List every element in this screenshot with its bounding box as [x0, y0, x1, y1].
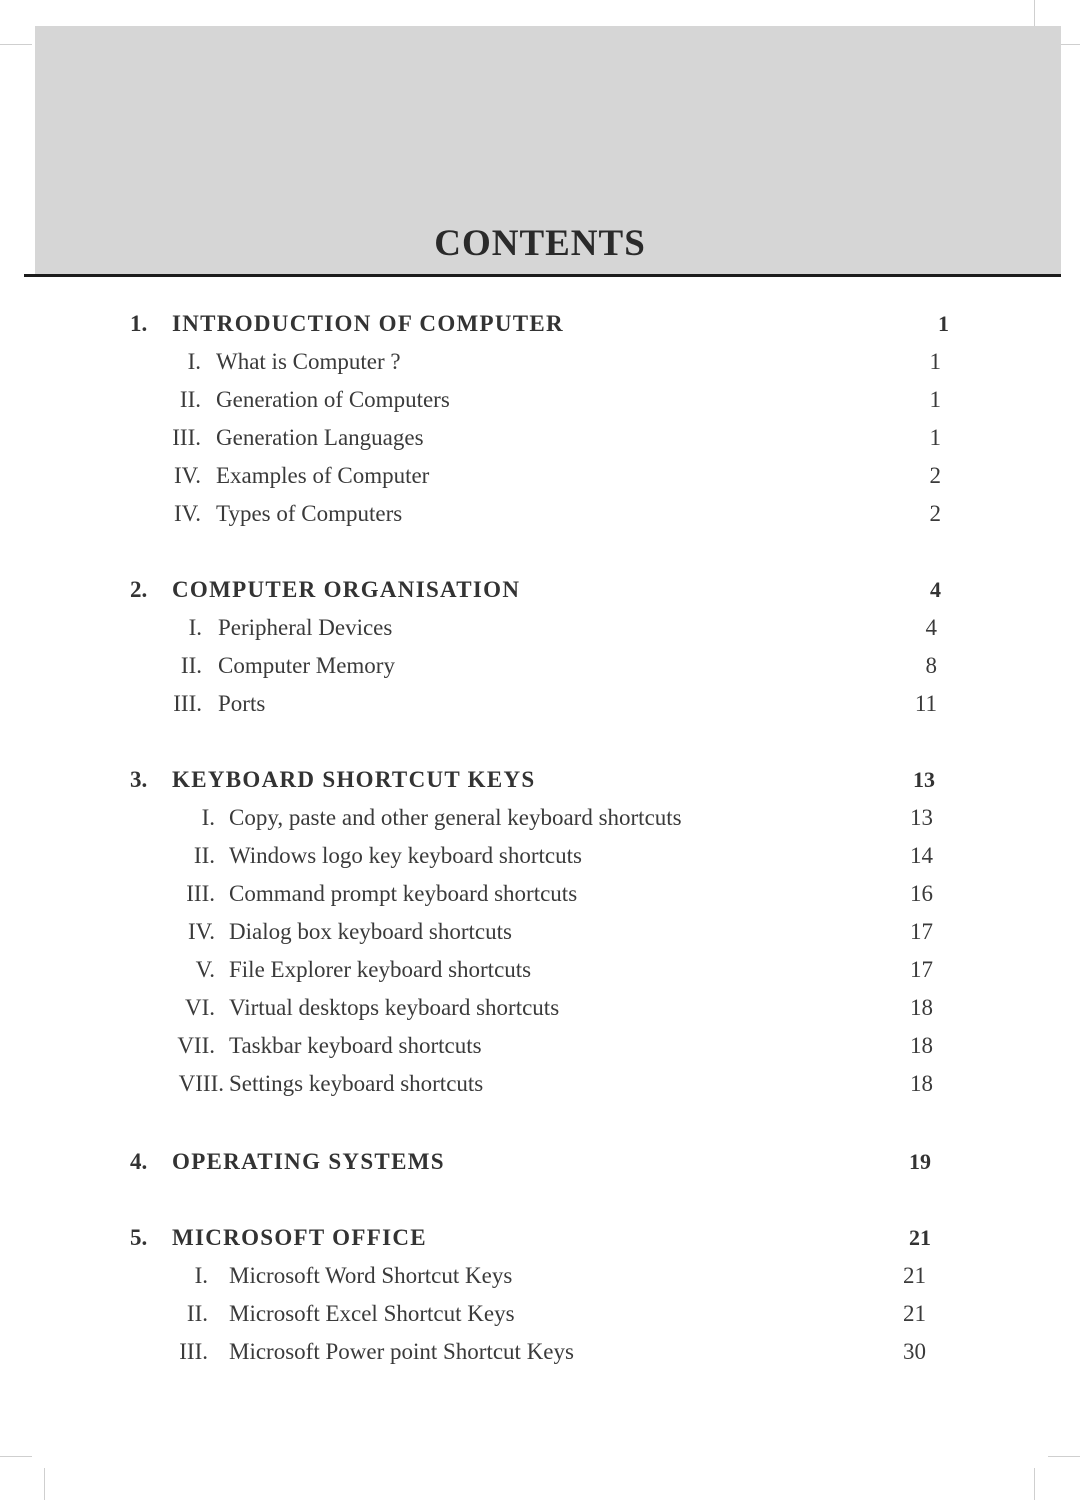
- entry-page-number: 16: [910, 881, 933, 906]
- toc-entry: [0, 496, 1080, 532]
- chapter-title: MICROSOFT OFFICE: [172, 1225, 427, 1250]
- entry-title: Peripheral Devices: [218, 615, 393, 640]
- entry-title: Dialog box keyboard shortcuts: [229, 919, 512, 944]
- entry-numeral: VIII.: [178, 1071, 224, 1096]
- header-rule: [24, 274, 1061, 277]
- toc-entry: [0, 1028, 1080, 1064]
- chapter-number: 1.: [130, 311, 148, 336]
- toc-entry: [0, 1066, 1080, 1102]
- toc-entry: [0, 1296, 1080, 1332]
- entry-title: Ports: [218, 691, 266, 716]
- toc-entry: [0, 610, 1080, 646]
- entry-numeral: I.: [188, 615, 202, 640]
- entry-numeral: IV.: [173, 501, 201, 526]
- crop-mark-top-left-h: [0, 44, 32, 45]
- entry-title: Settings keyboard shortcuts: [229, 1071, 484, 1096]
- entry-numeral: I.: [194, 1263, 208, 1288]
- toc-entry: [0, 800, 1080, 836]
- entry-numeral: VII.: [177, 1033, 215, 1058]
- entry-page-number: 1: [929, 387, 941, 412]
- chapter-number: 4.: [130, 1149, 148, 1174]
- entry-page-number: 17: [910, 919, 933, 944]
- entry-page-number: 13: [910, 805, 933, 830]
- toc-entry: [0, 686, 1080, 722]
- toc-entry: [0, 990, 1080, 1026]
- chapter-page-number: 19: [909, 1149, 931, 1174]
- toc-entry: [0, 914, 1080, 950]
- entry-page-number: 2: [929, 463, 941, 488]
- entry-title: Command prompt keyboard shortcuts: [229, 881, 578, 906]
- entry-title: Microsoft Word Shortcut Keys: [229, 1263, 513, 1288]
- entry-title: Taskbar keyboard shortcuts: [229, 1033, 482, 1058]
- toc-entry: [0, 1334, 1080, 1370]
- toc-entry: [0, 838, 1080, 874]
- entry-numeral: VI.: [184, 995, 215, 1020]
- entry-title: Types of Computers: [216, 501, 403, 526]
- entry-title: Examples of Computer: [216, 463, 430, 488]
- toc-entry: [0, 876, 1080, 912]
- entry-numeral: II.: [193, 843, 215, 868]
- entry-numeral: III.: [173, 691, 202, 716]
- entry-page-number: 2: [929, 501, 941, 526]
- entry-numeral: III.: [186, 881, 215, 906]
- chapter-title: INTRODUCTION OF COMPUTER: [172, 311, 564, 336]
- entry-page-number: 18: [910, 1071, 933, 1096]
- chapter-title: OPERATING SYSTEMS: [172, 1149, 445, 1174]
- entry-title: Generation Languages: [216, 425, 424, 450]
- entry-numeral: V.: [195, 957, 215, 982]
- chapter-number: 5.: [130, 1225, 148, 1250]
- entry-title: Computer Memory: [218, 653, 395, 678]
- chapter-page-number: 21: [909, 1225, 931, 1250]
- chapter-number: 2.: [130, 577, 148, 602]
- crop-mark-top-right-v: [1034, 0, 1035, 26]
- entry-page-number: 11: [914, 691, 937, 716]
- toc-chapter-5: [0, 1220, 1080, 1256]
- entry-title: Virtual desktops keyboard shortcuts: [229, 995, 560, 1020]
- entry-numeral: IV.: [173, 463, 201, 488]
- page-title: CONTENTS: [434, 223, 646, 264]
- entry-page-number: 21: [903, 1263, 926, 1288]
- entry-page-number: 18: [910, 1033, 933, 1058]
- crop-mark-bottom-left-h: [0, 1456, 32, 1457]
- crop-mark-bottom-right-h: [1048, 1456, 1080, 1457]
- toc-entry: [0, 1258, 1080, 1294]
- entry-title: Microsoft Excel Shortcut Keys: [229, 1301, 515, 1326]
- chapter-page-number: 1: [938, 311, 949, 336]
- entry-page-number: 8: [925, 653, 937, 678]
- toc-chapter-3: [0, 762, 1080, 798]
- entry-title: What is Computer ?: [216, 349, 401, 374]
- entry-numeral: I.: [187, 349, 201, 374]
- toc-entry: [0, 382, 1080, 418]
- entry-numeral: II.: [180, 653, 202, 678]
- toc-chapter-2: [0, 572, 1080, 608]
- entry-numeral: III.: [179, 1339, 208, 1364]
- entry-page-number: 18: [910, 995, 933, 1020]
- entry-page-number: 30: [903, 1339, 926, 1364]
- entry-numeral: II.: [179, 387, 201, 412]
- entry-title: Microsoft Power point Shortcut Keys: [229, 1339, 574, 1364]
- chapter-page-number: 4: [930, 577, 941, 602]
- entry-page-number: 21: [903, 1301, 926, 1326]
- entry-title: Windows logo key keyboard shortcuts: [229, 843, 582, 868]
- entry-numeral: III.: [172, 425, 201, 450]
- chapter-title: COMPUTER ORGANISATION: [172, 577, 521, 602]
- entry-page-number: 17: [910, 957, 933, 982]
- chapter-page-number: 13: [913, 767, 935, 792]
- entry-title: Generation of Computers: [216, 387, 450, 412]
- entry-title: Copy, paste and other general keyboard shortcuts: [229, 805, 682, 830]
- crop-mark-bottom-right-v: [1034, 1468, 1035, 1500]
- toc-entry: [0, 648, 1080, 684]
- chapter-title: KEYBOARD SHORTCUT KEYS: [172, 767, 536, 792]
- entry-page-number: 4: [925, 615, 937, 640]
- toc-chapter-4: [0, 1144, 1080, 1180]
- entry-page-number: 14: [910, 843, 933, 868]
- entry-title: File Explorer keyboard shortcuts: [229, 957, 532, 982]
- toc-entry: [0, 458, 1080, 494]
- toc-entry: [0, 952, 1080, 988]
- entry-numeral: IV.: [187, 919, 215, 944]
- entry-page-number: 1: [929, 425, 941, 450]
- chapter-number: 3.: [130, 767, 148, 792]
- entry-page-number: 1: [929, 349, 941, 374]
- toc-entry: [0, 344, 1080, 380]
- crop-mark-bottom-left-v: [44, 1468, 45, 1500]
- toc-chapter-1: [0, 306, 1080, 342]
- entry-numeral: I.: [201, 805, 215, 830]
- toc-entry: [0, 420, 1080, 456]
- entry-numeral: II.: [186, 1301, 208, 1326]
